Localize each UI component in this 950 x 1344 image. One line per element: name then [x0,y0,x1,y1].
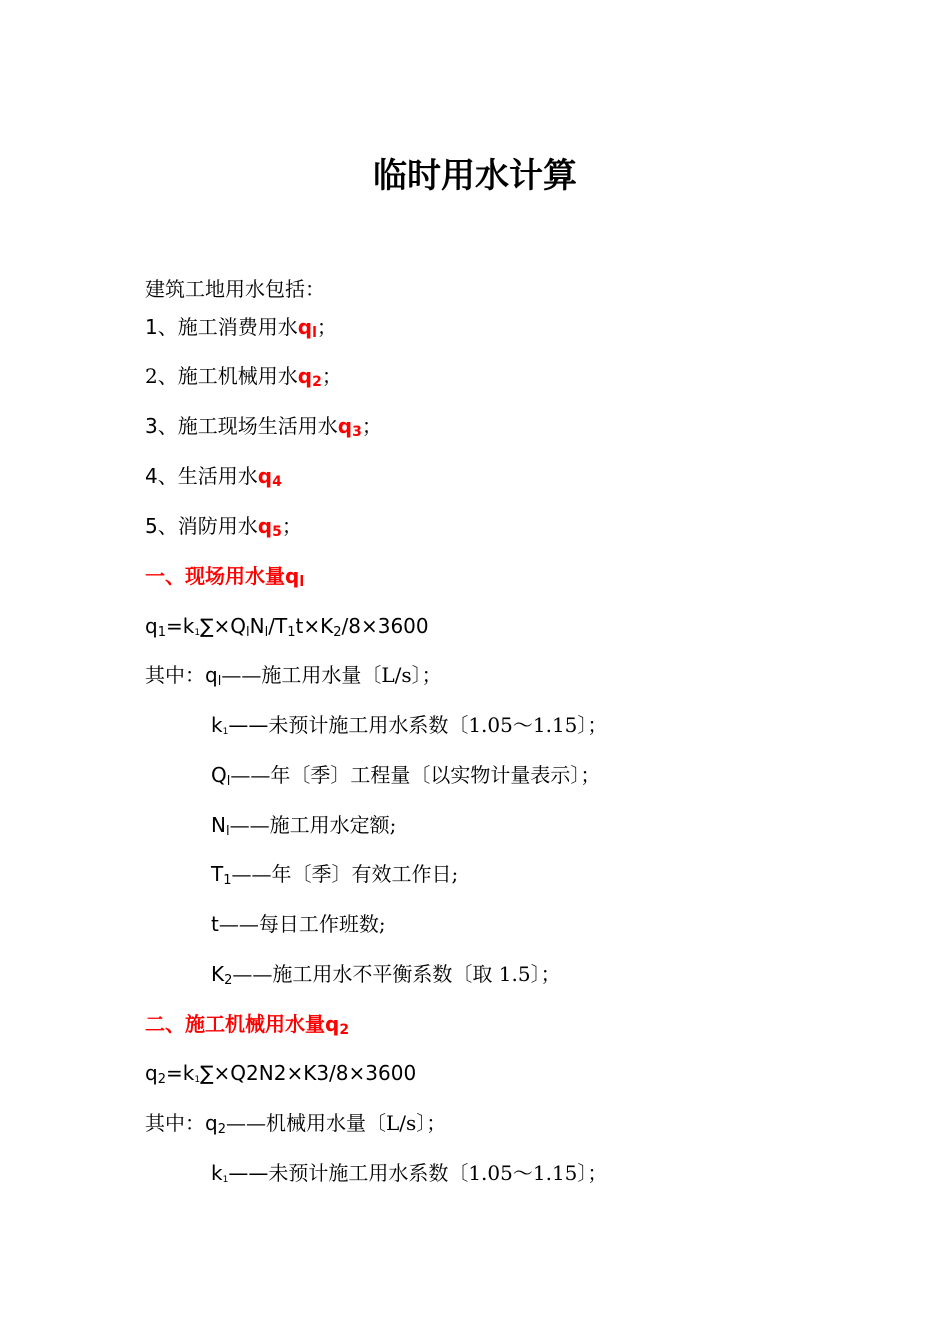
formula-q1: $q_1=k1\sum\times Q_lN_l/T_1t\times K_2/8\times 3600$ [145,614,429,640]
definition-line: k1——未预计施工用水系数〔1.05～1.15〕； [211,713,608,737]
definition-line: t——每日工作班数; [211,912,386,936]
definition-line: 其中：$q_2——$机械用水量〔L/s〕； [145,1111,447,1137]
definition-line: $Q_l——$年〔季〕工程量〔以实物计量表示〕； [211,763,601,789]
definition-line: 其中：$q_l——$施工用水量〔L/s〕； [145,663,442,689]
definition-line: $T_1——$年〔季〕有效工作日; [211,862,459,888]
intro-line: 建筑工地用水包括： [145,277,325,301]
list-item: 3、施工现场生活用水q3； [145,414,382,440]
definition-line: $K_2——$施工用水不平衡系数〔取 1.5〕； [211,962,561,988]
definition-line: k1——未预计施工用水系数〔1.05～1.15〕； [211,1161,608,1185]
list-item: 4、生活用水q4 [145,464,282,490]
definition-line: $N_l——$施工用水定额; [211,813,397,839]
document-title: 临时用水计算 [373,156,577,196]
formula-q2: $q_2=k1\sum\times Q2N2\times K3/8\times 3600$ [145,1061,417,1087]
list-item: 5、消防用水q5； [145,514,302,540]
list-item: 1、施工消费用水ql； [145,315,337,341]
section-heading-machine-water: 二、施工机械用水量q2 [145,1012,350,1038]
list-item: 2、施工机械用水q2； [145,364,342,390]
section-heading-site-water: 一、现场用水量ql [145,564,305,590]
